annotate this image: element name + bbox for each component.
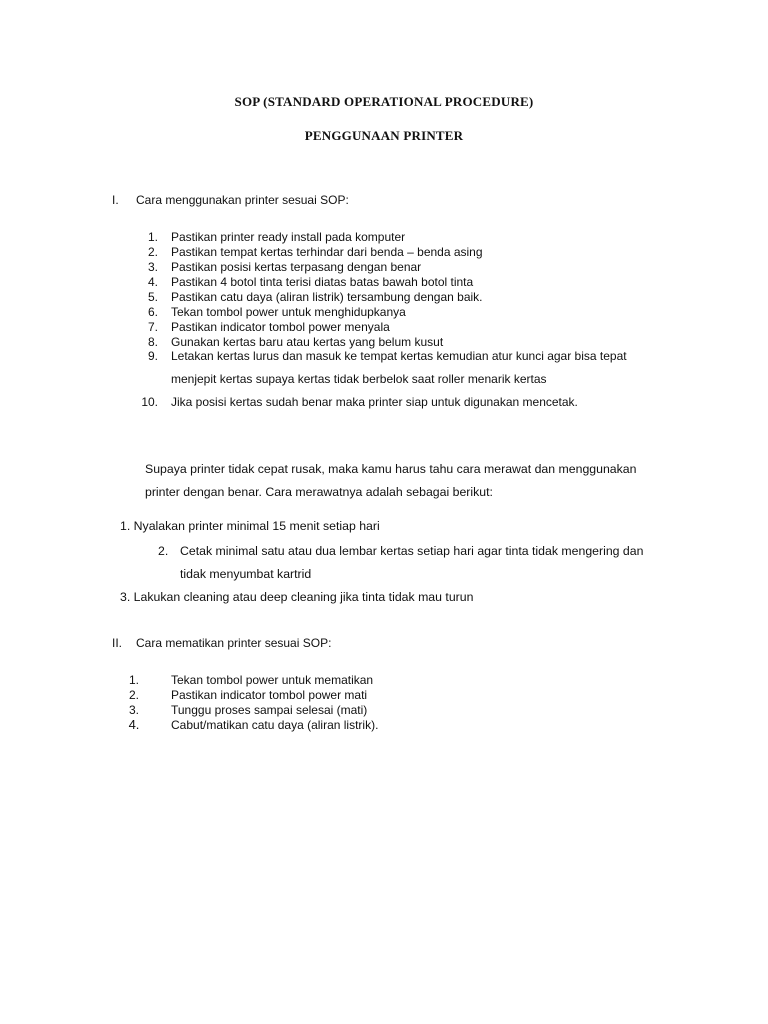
list-item: Pastikan posisi kertas terpasang dengan benar bbox=[171, 260, 422, 274]
list-item-number: 7. bbox=[147, 320, 158, 334]
list-item-number: 4. bbox=[128, 717, 140, 732]
list-item-number: 5. bbox=[147, 290, 158, 304]
care-item-2-number: 2. bbox=[158, 544, 169, 558]
list-item: Cabut/matikan catu daya (aliran listrik). bbox=[171, 718, 379, 732]
list-item: Pastikan 4 botol tinta terisi diatas batas bawah botol tinta bbox=[171, 275, 474, 289]
care-intro-line2: printer dengan benar. Cara merawatnya adalah sebagai berikut: bbox=[145, 485, 493, 499]
list-item-number: 3. bbox=[128, 703, 139, 717]
document-title: SOP (STANDARD OPERATIONAL PROCEDURE) bbox=[234, 94, 534, 109]
care-item-1: 1. Nyalakan printer minimal 15 menit setiap hari bbox=[120, 519, 380, 533]
list-item-number: 1. bbox=[128, 673, 139, 687]
care-intro-line1: Supaya printer tidak cepat rusak, maka kamu harus tahu cara merawat dan menggunakan bbox=[145, 462, 637, 476]
list-item: Pastikan indicator tombol power menyala bbox=[171, 320, 390, 334]
section1-heading: Cara menggunakan printer sesuai SOP: bbox=[136, 193, 349, 207]
care-item-2-continuation: tidak menyumbat kartrid bbox=[180, 567, 312, 581]
list-item: Tekan tombol power untuk menghidupkanya bbox=[171, 305, 406, 319]
list-item-number: 1. bbox=[147, 230, 158, 244]
section1-numeral: I. bbox=[112, 193, 119, 207]
list-item: Pastikan indicator tombol power mati bbox=[171, 688, 368, 702]
list-item-number: 4. bbox=[147, 275, 158, 289]
list-item: Tunggu proses sampai selesai (mati) bbox=[171, 703, 368, 717]
list-item: Pastikan catu daya (aliran listrik) tersambung dengan baik. bbox=[171, 290, 483, 304]
list-item-number: 9. bbox=[147, 349, 158, 363]
list-item-number: 10. bbox=[141, 395, 158, 409]
section2-numeral: II. bbox=[112, 636, 123, 650]
list-item: Jika posisi kertas sudah benar maka printer siap untuk digunakan mencetak. bbox=[171, 395, 578, 409]
list-item: Pastikan printer ready install pada komputer bbox=[171, 230, 406, 244]
list-item-number: 8. bbox=[147, 335, 158, 349]
care-item-2: Cetak minimal satu atau dua lembar kertas setiap hari agar tinta tidak mengering dan bbox=[180, 544, 644, 558]
list-item-number: 2. bbox=[128, 688, 139, 702]
document-subtitle: PENGGUNAAN PRINTER bbox=[304, 128, 464, 143]
list-item: Tekan tombol power untuk mematikan bbox=[171, 673, 374, 687]
list-item-continuation: menjepit kertas supaya kertas tidak berbelok saat roller menarik kertas bbox=[171, 372, 547, 386]
list-item-number: 2. bbox=[147, 245, 158, 259]
care-item-3: 3. Lakukan cleaning atau deep cleaning jika tinta tidak mau turun bbox=[120, 590, 474, 604]
list-item: Pastikan tempat kertas terhindar dari benda – benda asing bbox=[171, 245, 483, 259]
list-item-number: 6. bbox=[147, 305, 158, 319]
section2-heading: Cara mematikan printer sesuai SOP: bbox=[136, 636, 332, 650]
list-item: Gunakan kertas baru atau kertas yang belum kusut bbox=[171, 335, 444, 349]
list-item-number: 3. bbox=[147, 260, 158, 274]
list-item: Letakan kertas lurus dan masuk ke tempat kertas kemudian atur kunci agar bisa tepat bbox=[171, 349, 627, 363]
